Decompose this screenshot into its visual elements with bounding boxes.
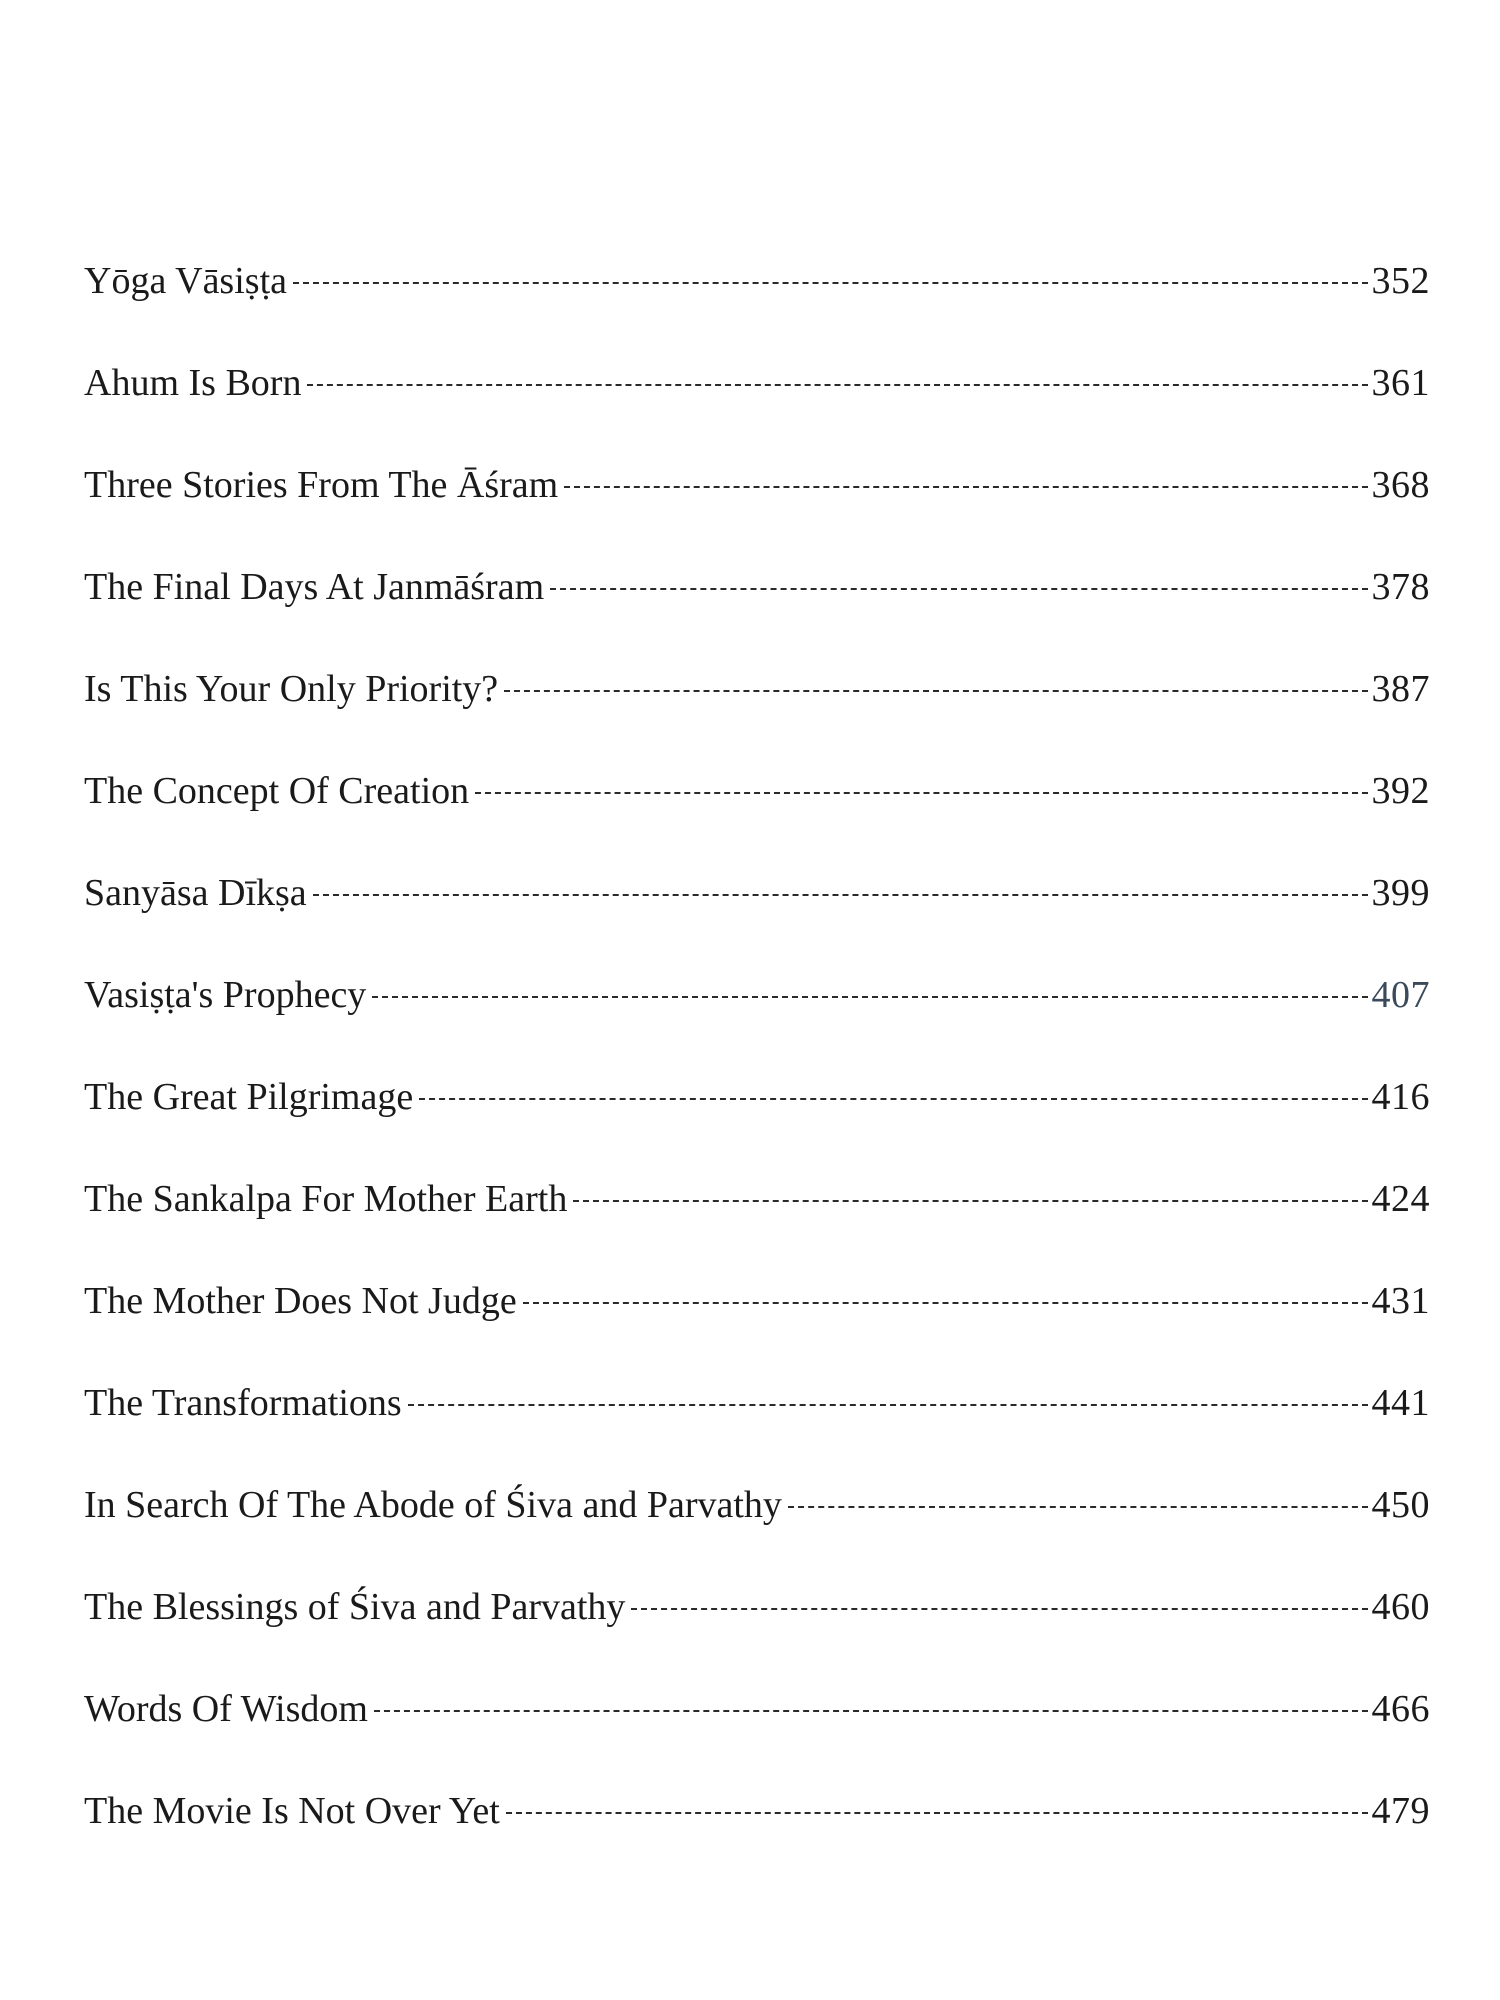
toc-entry-page: 460 [1371,1586,1430,1628]
toc-entry[interactable] [84,364,1430,466]
toc-entry-title: The Movie Is Not Over Yet [84,1790,500,1832]
toc-entry-title: The Transformations [84,1382,402,1424]
dot-leader [293,282,1368,284]
toc-entry-page: 368 [1371,464,1430,506]
dot-leader [313,894,1368,896]
dot-leader [631,1608,1367,1610]
dot-leader [374,1710,1368,1712]
toc-entry-title: In Search Of The Abode of Śiva and Parvathy [84,1484,782,1526]
toc-entry-page: 399 [1371,872,1430,914]
toc-entry-title: The Mother Does Not Judge [84,1280,517,1322]
toc-entry-page: 392 [1371,770,1430,812]
toc-entry-page: 466 [1371,1688,1430,1730]
toc-entry-page: 352 [1371,260,1430,302]
toc-entry-page: 361 [1371,362,1430,404]
toc-entry[interactable] [84,1792,1430,1894]
dot-leader [506,1812,1368,1814]
toc-entry[interactable] [84,976,1430,1078]
toc-entry[interactable] [84,568,1430,670]
toc-entry-page: 416 [1371,1076,1430,1118]
toc-entry[interactable] [84,874,1430,976]
toc-entry[interactable] [84,1078,1430,1180]
toc-entry[interactable] [84,1384,1430,1486]
toc-entry-page: 407 [1371,974,1430,1016]
dot-leader [523,1302,1368,1304]
dot-leader [550,588,1367,590]
toc-entry-title: Yōga Vāsiṣṭa [84,260,287,302]
toc-entry[interactable] [84,1690,1430,1792]
dot-leader [788,1506,1368,1508]
toc-entry[interactable] [84,262,1430,364]
toc-entry-title: The Final Days At Janmāśram [84,566,545,608]
dot-leader [573,1200,1367,1202]
toc-entry[interactable] [84,1282,1430,1384]
toc-entry-page: 424 [1371,1178,1430,1220]
toc-entry-page: 450 [1371,1484,1430,1526]
toc-entry-page: 387 [1371,668,1430,710]
toc-entry-page: 431 [1371,1280,1430,1322]
toc-entry[interactable] [84,466,1430,568]
dot-leader [307,384,1367,386]
dot-leader [504,690,1367,692]
toc-entry-title: The Concept Of Creation [84,770,470,812]
toc-entry[interactable] [84,1180,1430,1282]
toc-entry-page: 479 [1371,1790,1430,1832]
toc-entry-page: 378 [1371,566,1430,608]
toc-entry-title: Is This Your Only Priority? [84,668,499,710]
toc-entry-title: The Sankalpa For Mother Earth [84,1178,568,1220]
toc-entry-title: Ahum Is Born [84,362,302,404]
toc-entry-title: Vasiṣṭa's Prophecy [84,974,367,1016]
toc-entry-title: The Blessings of Śiva and Parvathy [84,1586,626,1628]
table-of-contents [84,262,1430,1894]
toc-entry[interactable] [84,670,1430,772]
toc-entry-title: Sanyāsa Dīkṣa [84,872,307,914]
dot-leader [372,996,1367,998]
dot-leader [564,486,1367,488]
toc-entry-title: Words Of Wisdom [84,1688,368,1730]
dot-leader [408,1404,1368,1406]
dot-leader [475,792,1367,794]
toc-entry-title: Three Stories From The Āśram [84,464,559,506]
toc-entry-page: 441 [1371,1382,1430,1424]
toc-entry[interactable] [84,1486,1430,1588]
dot-leader [419,1098,1367,1100]
toc-entry-title: The Great Pilgrimage [84,1076,414,1118]
toc-entry[interactable] [84,772,1430,874]
toc-entry[interactable] [84,1588,1430,1690]
